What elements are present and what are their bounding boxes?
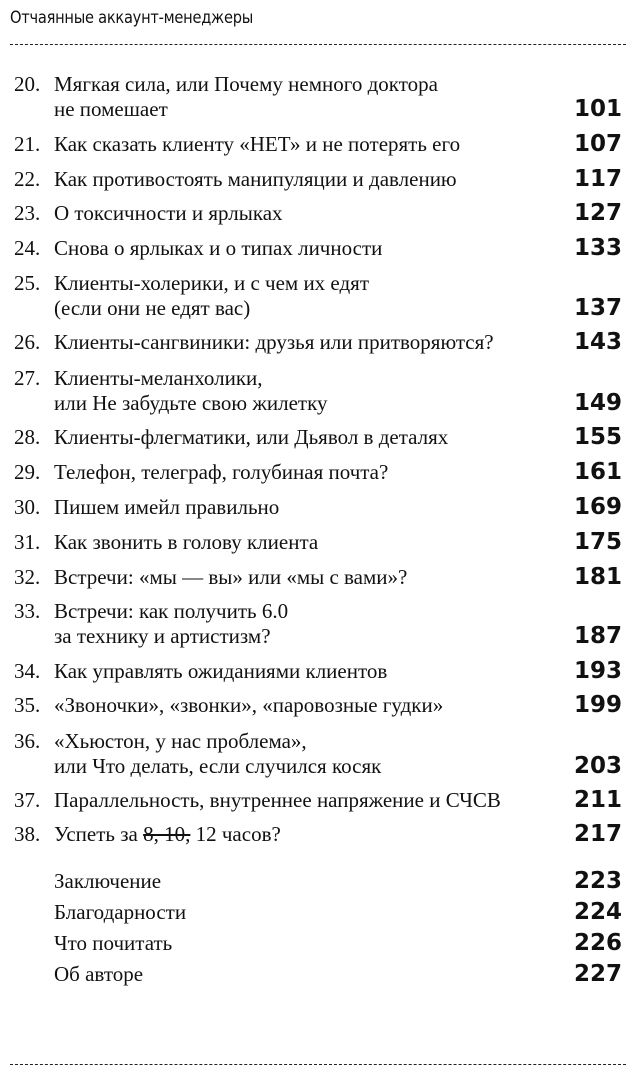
title-line: Клиенты-меланхолики, <box>54 366 263 390</box>
page-number: 127 <box>573 200 622 226</box>
chapter-title: Как сказать клиенту «НЕТ» и не потерять его <box>54 132 461 156</box>
chapter-number: 28. <box>14 425 41 449</box>
page-number: 211 <box>573 787 622 813</box>
page-number: 101 <box>573 96 622 122</box>
page-number: 199 <box>573 692 622 718</box>
page-number: 161 <box>573 459 622 485</box>
chapter-number: 26. <box>14 330 41 354</box>
chapter-title: Как управлять ожиданиями клиентов <box>54 659 388 683</box>
page-number: 226 <box>573 930 622 956</box>
chapter-title: «Звоночки», «звонки», «паровозные гудки» <box>54 693 444 717</box>
chapter-title: Пишем имейл правильно <box>54 495 280 519</box>
chapter-number: 36. <box>14 729 41 753</box>
title-line: или Не забудьте свою жилетку <box>54 391 328 415</box>
title-text-before: Успеть за <box>54 822 144 846</box>
title-line: Мягкая сила, или Почему немного доктора <box>54 72 438 96</box>
chapter-number: 37. <box>14 788 41 812</box>
page-number: 149 <box>573 390 622 416</box>
title-line: Встречи: как получить 6.0 <box>54 599 289 623</box>
chapter-title: Телефон, телеграф, голубиная почта? <box>54 460 389 484</box>
section-title: Благодарности <box>54 900 187 924</box>
chapter-number: 32. <box>14 565 41 589</box>
chapter-number: 38. <box>14 822 41 846</box>
page-number: 203 <box>573 753 622 779</box>
title-line: или Что делать, если случился косяк <box>54 754 382 778</box>
page-number: 193 <box>573 658 622 684</box>
chapter-number: 25. <box>14 271 41 295</box>
chapter-number: 20. <box>14 72 41 96</box>
page-number: 117 <box>573 166 622 192</box>
chapter-title <box>54 822 281 847</box>
chapter-title <box>54 72 438 122</box>
page-number: 107 <box>573 131 622 157</box>
chapter-number: 22. <box>14 167 41 191</box>
title-line: (если они не едят вас) <box>54 296 251 320</box>
page-number: 169 <box>573 494 622 520</box>
title-text-after: 12 часов? <box>190 822 281 846</box>
page-number: 227 <box>573 961 622 987</box>
page-number: 224 <box>573 899 622 925</box>
running-title: Отчаянные аккаунт-менеджеры <box>10 8 254 28</box>
chapter-title <box>54 599 288 649</box>
page-number: 181 <box>573 564 622 590</box>
chapter-title <box>54 366 328 416</box>
chapter-number: 35. <box>14 693 41 717</box>
chapter-number: 30. <box>14 495 41 519</box>
page-number: 223 <box>573 868 622 894</box>
chapter-title <box>54 271 369 321</box>
struck-text: 8, 10, <box>143 822 191 846</box>
chapter-number: 31. <box>14 530 41 554</box>
page-number: 217 <box>573 821 622 847</box>
chapter-number: 23. <box>14 201 41 225</box>
chapter-title: Снова о ярлыках и о типах личности <box>54 236 383 260</box>
chapter-number: 21. <box>14 132 41 156</box>
section-title: Об авторе <box>54 962 144 986</box>
title-line: «Хьюстон, у нас проблема», <box>54 729 307 753</box>
page-number: 187 <box>573 623 622 649</box>
chapter-number: 27. <box>14 366 41 390</box>
title-line: Клиенты-холерики, и с чем их едят <box>54 271 369 295</box>
chapter-title: Клиенты-флегматики, или Дьявол в деталях <box>54 425 449 449</box>
title-line: не помешает <box>54 97 168 121</box>
chapter-title: Параллельность, внутреннее напряжение и СЧСВ <box>54 788 501 812</box>
page-number: 143 <box>573 329 622 355</box>
page-number: 155 <box>573 424 622 450</box>
chapter-number: 33. <box>14 599 41 623</box>
section-title: Заключение <box>54 869 162 893</box>
chapter-title: Встречи: «мы — вы» или «мы с вами»? <box>54 565 408 589</box>
bottom-divider <box>10 1064 626 1065</box>
chapter-title: Как звонить в голову клиента <box>54 530 319 554</box>
chapter-number: 29. <box>14 460 41 484</box>
chapter-title <box>54 729 381 779</box>
chapter-title: Клиенты-сангвиники: друзья или притворяются? <box>54 330 494 354</box>
page-number: 133 <box>573 235 622 261</box>
page-number: 175 <box>573 529 622 555</box>
chapter-number: 24. <box>14 236 41 260</box>
page-number: 137 <box>573 295 622 321</box>
chapter-title: Как противостоять манипуляции и давлению <box>54 167 457 191</box>
section-title: Что почитать <box>54 931 173 955</box>
title-line: за технику и артистизм? <box>54 624 271 648</box>
chapter-title: О токсичности и ярлыках <box>54 201 283 225</box>
chapter-number: 34. <box>14 659 41 683</box>
